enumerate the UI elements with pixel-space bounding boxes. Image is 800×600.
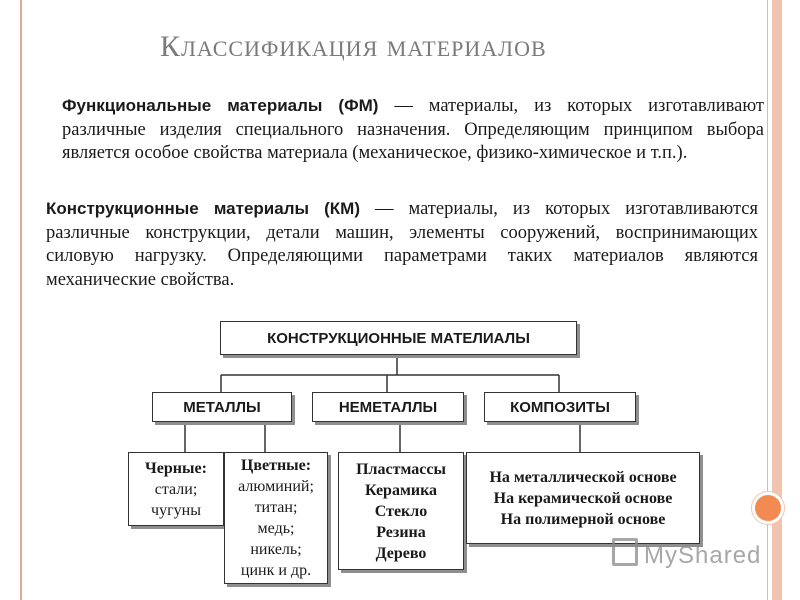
- title-rest: ЛАССИФИКАЦИЯ: [181, 36, 379, 61]
- leaf-item: алюминий;: [238, 478, 314, 495]
- leaf-item: цинк и др.: [240, 562, 312, 579]
- leaf-item: чугуны: [151, 501, 201, 519]
- leaf-item: Резина: [376, 523, 426, 541]
- leaf-item: На керамической основе: [493, 489, 673, 507]
- category-metals: МЕТАЛЛЫ: [152, 392, 292, 422]
- leaf-composite-items: [466, 452, 700, 544]
- leaf-item: стали;: [154, 480, 198, 498]
- watermark-logo: [612, 538, 761, 570]
- leaf-item: медь;: [257, 520, 295, 537]
- title-initial: М: [386, 36, 408, 61]
- leaf-item: Пластмассы: [356, 460, 446, 478]
- leaf-item: Керамика: [364, 481, 438, 499]
- category-composites: КОМПОЗИТЫ: [484, 392, 636, 422]
- definition-structural: — материалы, из которых изготавливаются различные конструкции, детали машин, элементы сооружений, воспринимающих силовую нагрузку. Определяющими параметрами таких материалов являются механические свойства.: [46, 199, 758, 290]
- term-structural: Конструкционные материалы (КМ): [46, 199, 360, 218]
- leaf-item: титан;: [254, 499, 298, 516]
- title-rest: АТЕРИАЛОВ: [407, 36, 547, 61]
- leaf-item: На полимерной основе: [500, 510, 666, 528]
- presentation-icon: [612, 538, 638, 566]
- leaf-head: Черные:: [145, 459, 207, 477]
- title-initial: К: [160, 30, 182, 63]
- leaf-head: Цветные:: [240, 457, 312, 474]
- watermark-text: MyShared: [644, 542, 762, 569]
- leaf-item: Стекло: [374, 502, 428, 520]
- leaf-nonmetal-items: [338, 452, 464, 570]
- leaf-nonferrous-metals: [224, 452, 328, 584]
- leaf-item: На металлической основе: [489, 468, 677, 486]
- leaf-item: Дерево: [375, 544, 427, 562]
- term-functional: Функциональные материалы (ФМ): [62, 96, 379, 115]
- leaf-item: никель;: [250, 541, 302, 558]
- diagram-root-box: КОНСТРУКЦИОННЫЕ МАТЕЛИАЛЫ: [220, 321, 577, 355]
- definition-functional: — материалы, из которых изготавливают различные изделия специального назначения. Определяющим принципом выбора является особое свойства материала (механическое, физико-химическое и т.п.).: [62, 96, 765, 163]
- leaf-black-metals: [128, 452, 224, 526]
- category-nonmetals: НЕМЕТАЛЛЫ: [312, 392, 464, 422]
